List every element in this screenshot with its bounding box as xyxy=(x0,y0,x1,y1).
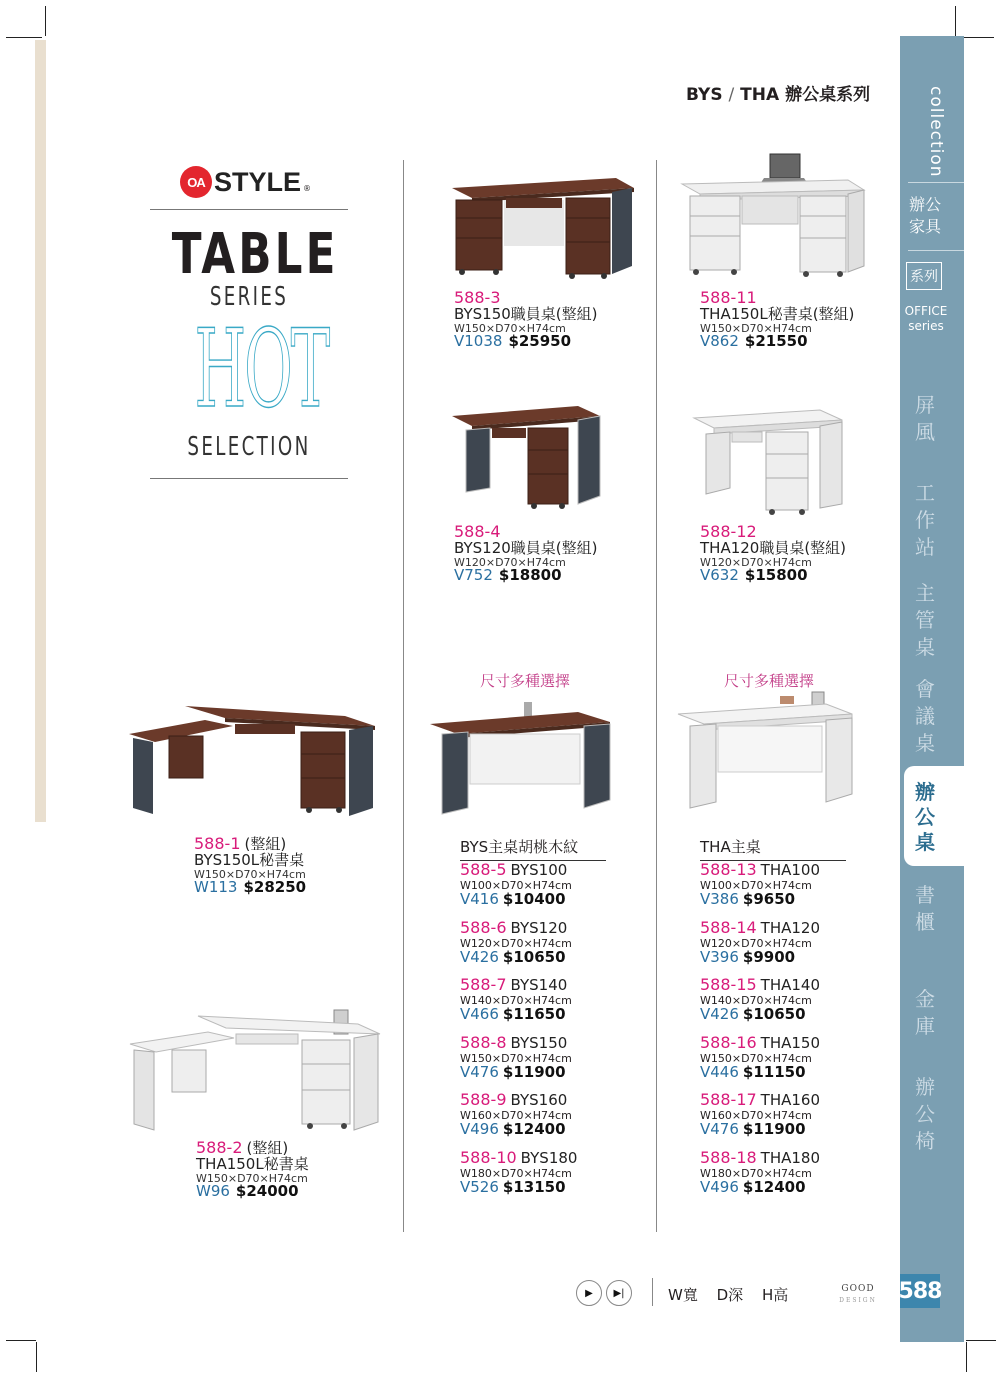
footer-divider xyxy=(652,1278,653,1306)
product-588-1 xyxy=(194,836,306,896)
desk-image-588-4 xyxy=(450,400,610,515)
product-list-item xyxy=(460,977,572,1022)
next-page-button[interactable] xyxy=(606,1280,632,1306)
size-options-note: 尺寸多種選擇 xyxy=(724,672,815,690)
product-suffix: (整組) xyxy=(244,835,287,853)
product-dims: W150×D70×H74cm xyxy=(194,867,306,881)
product-dims: W160×D70×H74cm xyxy=(460,1109,572,1122)
product-588-12 xyxy=(700,524,846,584)
product-vcode: V476 xyxy=(700,1120,739,1138)
sidebar-item-char: 椅 xyxy=(915,1129,935,1153)
product-vcode: V386 xyxy=(700,890,739,908)
sidebar-item-char: 辦 xyxy=(915,1075,935,1099)
product-price: $11900 xyxy=(502,1062,566,1081)
product-model: THA160 xyxy=(760,1091,821,1109)
product-model: THA100 xyxy=(760,861,821,879)
product-model: BYS100 xyxy=(510,861,568,879)
size-options-note: 尺寸多種選擇 xyxy=(480,672,571,690)
product-name: BYS150L秘書桌 xyxy=(194,850,305,869)
product-model: THA140 xyxy=(760,976,821,994)
sidebar-item-char: 議 xyxy=(915,704,935,728)
logo-style-text: STYLE xyxy=(214,166,302,197)
product-price: $21550 xyxy=(744,332,808,351)
product-price-line xyxy=(700,1062,820,1081)
product-name: THA150L秘書桌(整組) xyxy=(700,304,855,323)
product-list-item xyxy=(700,1032,821,1081)
product-list-item xyxy=(700,862,820,907)
header-series-1: BYS xyxy=(686,85,723,105)
product-name: THA150L秘書桌 xyxy=(196,1154,309,1173)
product-model: THA120 xyxy=(760,918,821,937)
product-model: BYS120 xyxy=(510,918,568,937)
product-price: $11650 xyxy=(502,1005,566,1023)
sidebar-item-char: 辦 xyxy=(915,780,935,804)
bys-list-heading: BYS主桌胡桃木紋 xyxy=(460,836,606,861)
product-dims: W120×D70×H74cm xyxy=(700,936,812,950)
sidebar-item-char: 屏 xyxy=(915,393,935,417)
product-dims: W120×D70×H74cm xyxy=(454,555,566,569)
sidebar-item-char: 作 xyxy=(915,508,935,532)
product-price: $15800 xyxy=(744,566,808,585)
product-vcode: V496 xyxy=(460,1120,499,1138)
sidebar-item-screen[interactable] xyxy=(910,392,940,446)
sidebar-item-safe[interactable] xyxy=(910,986,940,1040)
crop-mark xyxy=(955,6,956,36)
legend-width: W寬 xyxy=(668,1286,698,1304)
product-vcode: W96 xyxy=(196,1182,230,1201)
product-code: 588-14 xyxy=(700,917,757,937)
product-vcode: V752 xyxy=(454,566,493,585)
product-price-line xyxy=(700,892,820,907)
product-code: 588-10 xyxy=(460,1147,517,1167)
product-suffix: (整組) xyxy=(246,1139,289,1157)
product-code: 588-15 xyxy=(700,975,757,994)
sidebar-series-box: 系列 xyxy=(906,262,942,290)
product-name: BYS150職員桌(整組) xyxy=(454,304,598,323)
product-code: 588-6 xyxy=(460,917,507,937)
product-vcode: V632 xyxy=(700,566,739,585)
product-model: BYS180 xyxy=(520,1148,578,1167)
title-rule-bottom xyxy=(150,478,348,479)
title-series: SERIES xyxy=(209,282,289,312)
product-price-line xyxy=(460,1062,572,1081)
desk-image-588-13 xyxy=(676,690,856,820)
product-dims: W150×D70×H74cm xyxy=(700,1051,812,1065)
column-divider xyxy=(403,160,404,1232)
product-price-line xyxy=(194,880,306,896)
product-code: 588-12 xyxy=(700,522,757,541)
sidebar-item-char: 會 xyxy=(915,677,935,701)
sidebar-item-char: 庫 xyxy=(915,1014,935,1038)
sidebar-item-char: 金 xyxy=(915,987,935,1011)
sidebar-item-char: 公 xyxy=(915,1102,935,1126)
product-price-line xyxy=(700,1177,820,1196)
product-vcode: V446 xyxy=(700,1062,739,1081)
product-price-line xyxy=(700,947,820,966)
product-name: THA120職員桌(整組) xyxy=(700,538,847,557)
sidebar-office-jp-2: 家具 xyxy=(908,217,941,236)
column-divider xyxy=(656,160,657,1232)
product-code: 588-4 xyxy=(454,522,501,541)
product-price-line xyxy=(700,1122,820,1137)
sidebar-office-en-2: series xyxy=(908,319,944,333)
title-selection: SELECTION xyxy=(187,432,311,462)
product-dims: W150×D70×H74cm xyxy=(196,1171,308,1185)
product-vcode: V466 xyxy=(460,1005,499,1023)
product-dims: W140×D70×H74cm xyxy=(700,994,812,1007)
sidebar-office-en-1: OFFICE xyxy=(904,304,948,318)
good-text: GOOD xyxy=(841,1284,875,1294)
product-price: $10650 xyxy=(502,947,566,966)
legend-depth: D深 xyxy=(716,1286,744,1304)
sidebar-item-char: 主 xyxy=(915,581,935,605)
sidebar-divider xyxy=(908,250,964,251)
product-vcode: V1038 xyxy=(454,332,503,351)
brand-logo xyxy=(180,166,311,198)
product-price: $12400 xyxy=(502,1120,566,1138)
product-code: 588-1 xyxy=(194,834,241,853)
product-vcode: V862 xyxy=(700,332,739,351)
product-price: $12400 xyxy=(742,1177,806,1196)
product-price-line xyxy=(460,1122,572,1137)
product-price-line xyxy=(460,1007,572,1022)
crop-mark xyxy=(36,1342,37,1372)
product-code: 588-5 xyxy=(460,860,507,879)
product-dims: W150×D70×H74cm xyxy=(460,1051,572,1065)
product-list-item xyxy=(700,917,821,966)
product-model: BYS150 xyxy=(510,1033,568,1052)
product-price: $13150 xyxy=(502,1177,566,1196)
product-vcode: V426 xyxy=(460,947,499,966)
product-list-item xyxy=(460,1032,572,1081)
product-price: $11900 xyxy=(742,1120,806,1138)
product-vcode: V526 xyxy=(460,1177,499,1196)
sidebar-item-workstation[interactable] xyxy=(910,480,940,561)
header-slash: / xyxy=(728,85,735,105)
product-dims: W120×D70×H74cm xyxy=(460,936,572,950)
sidebar-item-char: 風 xyxy=(915,420,935,444)
product-code: 588-16 xyxy=(700,1032,757,1052)
sidebar-item-char: 公 xyxy=(915,805,935,829)
sidebar-item-meeting-table[interactable] xyxy=(910,676,940,757)
product-list-item xyxy=(460,1147,578,1196)
sidebar-office-en xyxy=(904,304,948,334)
product-price-line xyxy=(460,947,572,966)
sidebar-item-office-desk[interactable] xyxy=(910,780,940,855)
desk-image-588-11 xyxy=(680,150,870,280)
product-list-item xyxy=(700,1092,820,1137)
page-header-title xyxy=(686,80,870,105)
sidebar-item-char: 桌 xyxy=(915,635,935,659)
product-price-line xyxy=(460,892,572,907)
product-code: 588-3 xyxy=(454,288,501,307)
product-vcode: V416 xyxy=(460,890,499,908)
product-588-4 xyxy=(454,524,598,584)
desk-image-588-5 xyxy=(428,700,614,820)
product-price-line xyxy=(700,334,854,350)
desk-image-588-3 xyxy=(448,166,638,281)
product-list-item xyxy=(460,862,572,907)
crop-mark xyxy=(45,6,46,36)
product-price: $24000 xyxy=(235,1182,299,1201)
product-list-item xyxy=(460,1092,572,1137)
product-588-2 xyxy=(196,1140,309,1200)
product-price-line xyxy=(196,1184,309,1200)
play-icon: ▶ xyxy=(585,1287,593,1299)
title-hot: HOT xyxy=(194,307,329,432)
header-series-2: THA xyxy=(740,85,780,105)
product-model: BYS140 xyxy=(510,976,568,994)
product-dims: W180×D70×H74cm xyxy=(460,1166,572,1180)
product-price: $28250 xyxy=(243,878,307,897)
product-code: 588-11 xyxy=(700,288,757,307)
product-code: 588-17 xyxy=(700,1090,757,1109)
desk-image-588-2 xyxy=(128,1006,383,1136)
title-table: TABLE xyxy=(171,222,339,287)
skip-next-icon: ▶| xyxy=(613,1287,625,1299)
product-name: BYS120職員桌(整組) xyxy=(454,538,598,557)
title-rule-top xyxy=(150,209,348,210)
sidebar-item-bookcase[interactable] xyxy=(910,882,940,936)
product-price-line xyxy=(460,1177,577,1196)
product-code: 588-18 xyxy=(700,1147,757,1167)
crop-mark xyxy=(6,37,42,38)
product-code: 588-13 xyxy=(700,860,757,879)
product-price-line xyxy=(454,568,598,584)
sidebar-item-char: 桌 xyxy=(915,830,935,854)
desk-image-588-1 xyxy=(125,696,380,821)
product-list-item xyxy=(460,917,572,966)
page-number: 588 xyxy=(900,1274,940,1308)
dimension-legend xyxy=(668,1284,802,1305)
product-code: 588-7 xyxy=(460,975,507,994)
product-price: $25950 xyxy=(508,332,572,351)
sidebar-item-char: 櫃 xyxy=(915,910,935,934)
desk-image-588-12 xyxy=(692,404,852,519)
header-suffix: 辦公桌系列 xyxy=(785,85,871,105)
product-vcode: W113 xyxy=(194,878,238,897)
product-price-line xyxy=(700,1007,820,1022)
product-price-line xyxy=(454,334,598,350)
product-vcode: V496 xyxy=(700,1177,739,1196)
product-price: $10650 xyxy=(742,1005,806,1023)
sidebar-item-char: 桌 xyxy=(915,731,935,755)
crop-mark xyxy=(6,1340,36,1341)
crop-mark xyxy=(966,1340,996,1341)
product-dims: W150×D70×H74cm xyxy=(700,321,812,335)
sidebar-office-jp xyxy=(908,194,942,238)
sidebar-item-char: 站 xyxy=(915,535,935,559)
play-button[interactable] xyxy=(576,1280,602,1306)
product-price: $10400 xyxy=(502,890,566,908)
product-dims: W120×D70×H74cm xyxy=(700,555,812,569)
product-vcode: V426 xyxy=(700,1005,739,1023)
product-price-line xyxy=(700,568,846,584)
product-price: $11150 xyxy=(742,1062,806,1081)
tha-list-heading: THA主桌 xyxy=(700,836,846,861)
product-price: $9650 xyxy=(742,890,796,908)
logo-registered: ® xyxy=(303,183,312,193)
product-code: 588-9 xyxy=(460,1090,507,1109)
left-decor-bar xyxy=(35,40,46,822)
product-list-item xyxy=(700,1147,821,1196)
product-dims: W100×D70×H74cm xyxy=(700,879,812,892)
sidebar-divider xyxy=(908,182,964,183)
product-dims: W140×D70×H74cm xyxy=(460,994,572,1007)
product-dims: W150×D70×H74cm xyxy=(454,321,566,335)
product-588-11 xyxy=(700,290,854,350)
product-code: 588-2 xyxy=(196,1138,243,1157)
sidebar-item-char: 工 xyxy=(915,481,935,505)
design-text: DESIGN xyxy=(839,1297,877,1304)
product-code: 588-8 xyxy=(460,1032,507,1052)
logo-oa-circle: OA xyxy=(180,166,212,198)
product-vcode: V396 xyxy=(700,947,739,966)
product-price: $9900 xyxy=(742,947,796,966)
product-list-item xyxy=(700,977,820,1022)
product-dims: W180×D70×H74cm xyxy=(700,1166,812,1180)
crop-mark xyxy=(966,1342,967,1372)
product-model: BYS160 xyxy=(510,1091,568,1109)
sidebar-item-char: 書 xyxy=(915,883,935,907)
sidebar-office-jp-1: 辦公 xyxy=(908,195,941,214)
sidebar-collection-label: collection xyxy=(926,86,946,178)
product-model: THA180 xyxy=(760,1148,821,1167)
product-dims: W100×D70×H74cm xyxy=(460,879,572,892)
sidebar-item-office-chair[interactable] xyxy=(910,1074,940,1155)
product-price: $18800 xyxy=(498,566,562,585)
good-design-mark xyxy=(836,1284,880,1306)
sidebar-item-executive-desk[interactable] xyxy=(910,580,940,661)
product-dims: W160×D70×H74cm xyxy=(700,1109,812,1122)
product-588-3 xyxy=(454,290,598,350)
sidebar-item-char: 管 xyxy=(915,608,935,632)
product-model: THA150 xyxy=(760,1033,821,1052)
product-vcode: V476 xyxy=(460,1062,499,1081)
legend-height: H高 xyxy=(761,1286,789,1304)
